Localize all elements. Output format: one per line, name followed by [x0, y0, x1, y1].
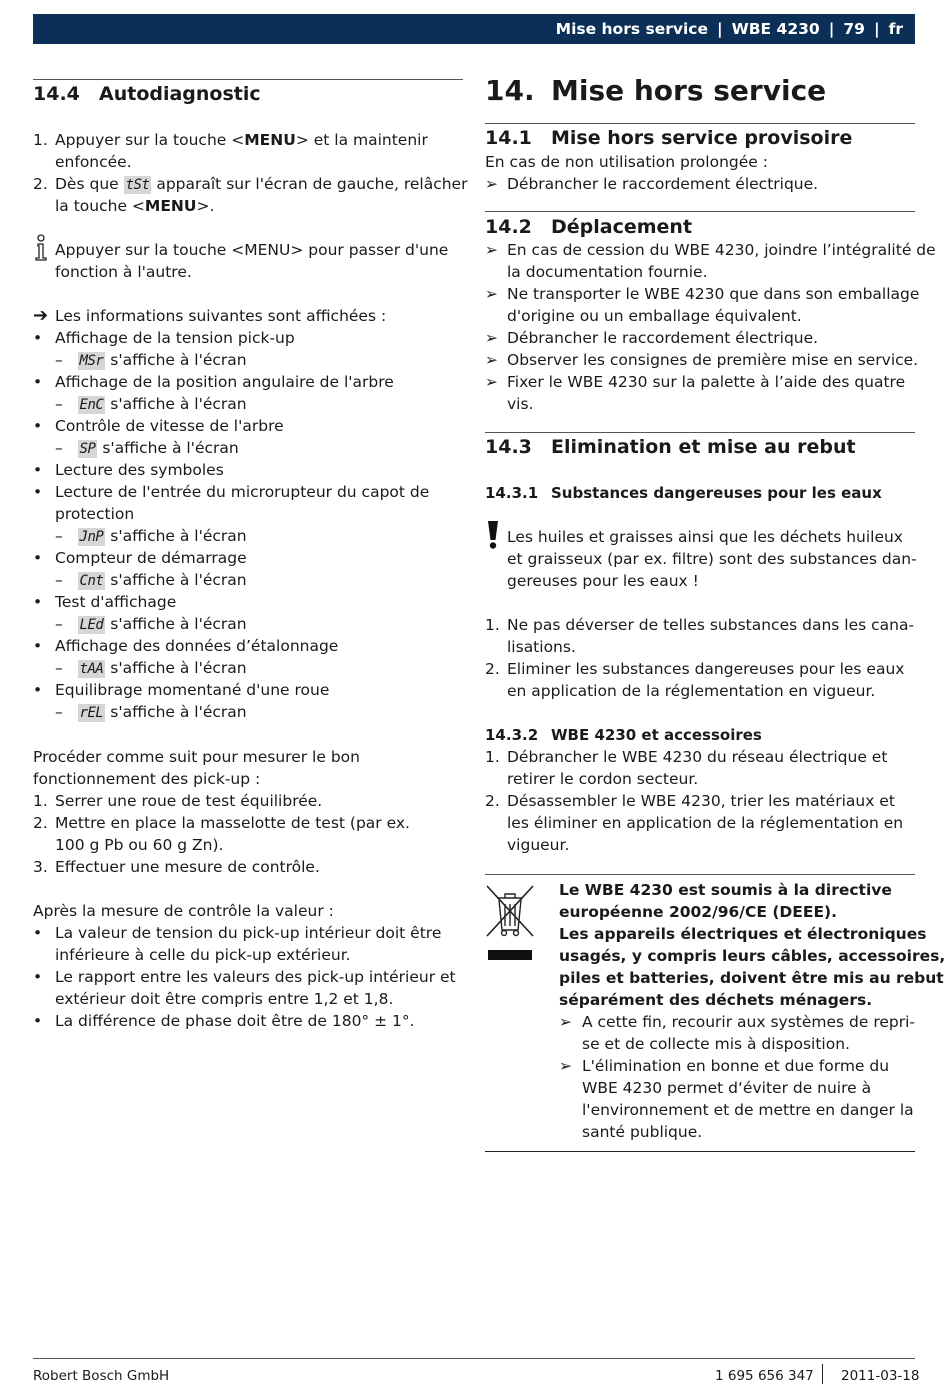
- step-text: Eliminer les substances dangereuses pour les eaux: [507, 660, 905, 678]
- step-text: lisations.: [507, 638, 576, 656]
- key-name: MENU: [244, 131, 296, 149]
- display-code: EnC: [79, 397, 104, 413]
- list-item: Affichage des données d’étalonnage: [55, 637, 339, 655]
- weee-item: L'élimination en bonne et due forme du: [582, 1057, 890, 1075]
- warning-text: et graisseux (par ex. filtre) sont des substances dan-: [507, 550, 917, 568]
- list-item: Compteur de démarrage: [55, 549, 247, 567]
- bullet: •: [33, 483, 43, 501]
- list-item: Lecture de l'entrée du microrupteur du capot de: [55, 483, 430, 501]
- page-header: [33, 14, 915, 44]
- text: s'affiche à l'écran: [105, 615, 247, 633]
- step-number: 3.: [33, 858, 48, 876]
- divider: [33, 79, 463, 80]
- action-item: Débrancher le raccordement électrique.: [507, 175, 819, 193]
- divider: [485, 211, 915, 212]
- warning-text: Les huiles et graisses ainsi que les déchets huileux: [507, 528, 903, 546]
- list-item: Affichage de la position angulaire de l'arbre: [55, 373, 394, 391]
- section-title-14-2: [485, 216, 692, 238]
- section-heading: Mise hors service provisoire: [551, 127, 853, 149]
- triangle-bullet: ➢: [485, 285, 498, 303]
- section-heading: Elimination et mise au rebut: [551, 436, 856, 458]
- step-number: 2.: [33, 814, 48, 832]
- text: > et la maintenir: [295, 131, 428, 149]
- chapter-number: 14.: [485, 74, 535, 107]
- triangle-bullet: ➢: [485, 373, 498, 391]
- step-number: 1.: [485, 748, 500, 766]
- procedure-step: Mettre en place la masselotte de test (par ex.: [55, 814, 410, 832]
- bullet: •: [33, 968, 43, 986]
- action-item: Débrancher le raccordement électrique.: [507, 329, 819, 347]
- list-subitem: [55, 437, 239, 459]
- step-text: Débrancher le WBE 4230 du réseau électrique et: [507, 748, 888, 766]
- action-item: vis.: [507, 395, 534, 413]
- step-1-text: [55, 129, 428, 151]
- header-language: fr: [888, 20, 903, 38]
- display-code: rEL: [79, 705, 104, 721]
- step-text: Désassembler le WBE 4230, trier les matériaux et: [507, 792, 895, 810]
- bullet: •: [33, 1012, 43, 1030]
- dash: –: [55, 351, 63, 369]
- list-subitem: [55, 393, 247, 415]
- weee-directive: Les appareils électriques et électroniques: [559, 925, 927, 943]
- list-subitem: [55, 657, 247, 679]
- header-page-number: 79: [843, 20, 865, 38]
- action-item: Observer les consignes de première mise en service.: [507, 351, 919, 369]
- display-code: LEd: [79, 617, 104, 633]
- footer-document-number: 1 695 656 347: [715, 1368, 814, 1384]
- text: s'affiche à l'écran: [105, 527, 247, 545]
- header-separator: |: [716, 20, 723, 38]
- header-section: Mise hors service: [555, 20, 708, 38]
- text: >.: [196, 197, 215, 215]
- weee-crossed-bin-icon: [485, 884, 535, 964]
- bullet: •: [33, 593, 43, 611]
- after-intro: Après la mesure de contrôle la valeur :: [33, 902, 334, 920]
- text: s'affiche à l'écran: [105, 395, 247, 413]
- subsection-title-14-3-1: [485, 484, 882, 502]
- dash: –: [55, 439, 63, 457]
- list-item: Lecture des symboles: [55, 461, 224, 479]
- footer-rule: [33, 1358, 915, 1359]
- triangle-bullet: ➢: [559, 1013, 572, 1031]
- dash: –: [55, 659, 63, 677]
- weee-directive: Le WBE 4230 est soumis à la directive: [559, 881, 892, 899]
- section-number: 14.2: [485, 216, 532, 238]
- procedure-intro: Procéder comme suit pour mesurer le bon: [33, 748, 360, 766]
- subsection-heading: Substances dangereuses pour les eaux: [551, 484, 882, 502]
- section-number: 14.3: [485, 436, 532, 458]
- result-arrow-icon: ➔: [33, 305, 49, 326]
- list-subitem: [55, 569, 247, 591]
- dash: –: [55, 615, 63, 633]
- action-item: Ne transporter le WBE 4230 que dans son emballage: [507, 285, 920, 303]
- text: s'affiche à l'écran: [105, 351, 247, 369]
- bullet: •: [33, 549, 43, 567]
- dash: –: [55, 527, 63, 545]
- step-2-text: [55, 173, 467, 195]
- after-item: inférieure à celle du pick-up extérieur.: [55, 946, 351, 964]
- weee-item: se et de collecte mis à disposition.: [582, 1035, 850, 1053]
- text: s'affiche à l'écran: [105, 703, 247, 721]
- step-text: en application de la réglementation en vigueur.: [507, 682, 876, 700]
- text: la touche <: [55, 197, 145, 215]
- bullet: •: [33, 373, 43, 391]
- weee-directive: usagés, y compris leurs câbles, accessoires,: [559, 947, 946, 965]
- section-number: 14.1: [485, 127, 532, 149]
- display-code: MSr: [79, 353, 104, 369]
- action-item: En cas de cession du WBE 4230, joindre l’intégralité de: [507, 241, 936, 259]
- display-code: tSt: [125, 177, 150, 193]
- list-item: Equilibrage momentané d'une roue: [55, 681, 330, 699]
- action-item: Fixer le WBE 4230 sur la palette à l’aide des quatre: [507, 373, 906, 391]
- weee-item: A cette fin, recourir aux systèmes de repri-: [582, 1013, 916, 1031]
- warning-text: gereuses pour les eaux !: [507, 572, 699, 590]
- weee-directive: séparément des déchets ménagers.: [559, 991, 873, 1009]
- weee-directive: européenne 2002/96/CE (DEEE).: [559, 903, 838, 921]
- step-number: 1.: [485, 616, 500, 634]
- note-line: fonction à l'autre.: [55, 263, 192, 281]
- header-separator: |: [873, 20, 880, 38]
- list-item: Contrôle de vitesse de l'arbre: [55, 417, 284, 435]
- header-product: WBE 4230: [731, 20, 820, 38]
- section-title-14-4: [33, 83, 261, 105]
- section-title-14-3: [485, 436, 856, 458]
- step-number: 1.: [33, 131, 48, 149]
- bullet: •: [33, 637, 43, 655]
- section-number: 14.4: [33, 83, 80, 105]
- dash: –: [55, 395, 63, 413]
- step-1-cont: enfoncée.: [55, 153, 132, 171]
- list-item-cont: protection: [55, 505, 135, 523]
- footer-company: Robert Bosch GmbH: [33, 1368, 170, 1384]
- divider: [485, 874, 915, 875]
- display-code: tAA: [79, 661, 104, 677]
- procedure-intro: fonctionnement des pick-up :: [33, 770, 261, 788]
- step-text: les éliminer en application de la réglementation en: [507, 814, 904, 832]
- chapter-heading: Mise hors service: [551, 74, 827, 107]
- procedure-step-cont: 100 g Pb ou 60 g Zn).: [55, 836, 224, 854]
- list-subitem: [55, 613, 247, 635]
- chapter-title: [485, 74, 826, 107]
- result-intro: Les informations suivantes sont affichées :: [55, 307, 387, 325]
- paragraph: En cas de non utilisation prolongée :: [485, 153, 768, 171]
- triangle-bullet: ➢: [485, 329, 498, 347]
- bullet: •: [33, 329, 43, 347]
- text: Dès que: [55, 175, 124, 193]
- subsection-title-14-3-2: [485, 726, 762, 744]
- dash: –: [55, 703, 63, 721]
- action-item: la documentation fournie.: [507, 263, 708, 281]
- text: s'affiche à l'écran: [105, 571, 247, 589]
- list-item: Test d'affichage: [55, 593, 177, 611]
- text: s'affiche à l'écran: [97, 439, 239, 457]
- display-code: JnP: [79, 529, 104, 545]
- weee-item: santé publique.: [582, 1123, 703, 1141]
- after-item: La différence de phase doit être de 180° ± 1°.: [55, 1012, 415, 1030]
- text: apparaît sur l'écran de gauche, relâcher: [151, 175, 468, 193]
- step-text: Ne pas déverser de telles substances dans les cana-: [507, 616, 915, 634]
- note-line: Appuyer sur la touche <MENU> pour passer d'une: [55, 241, 449, 259]
- subsection-number: 14.3.2: [485, 726, 539, 744]
- bullet: •: [33, 461, 43, 479]
- dash: –: [55, 571, 63, 589]
- section-title-14-1: [485, 127, 852, 149]
- footer-separator: [822, 1364, 823, 1384]
- divider: [485, 432, 915, 433]
- list-subitem: [55, 349, 247, 371]
- step-text: retirer le cordon secteur.: [507, 770, 699, 788]
- divider: [485, 123, 915, 124]
- action-item: d'origine ou un emballage équivalent.: [507, 307, 802, 325]
- header-separator: |: [828, 20, 835, 38]
- text: Appuyer sur la touche <: [55, 131, 245, 149]
- procedure-step: Effectuer une mesure de contrôle.: [55, 858, 320, 876]
- display-code: Cnt: [79, 573, 104, 589]
- procedure-step: Serrer une roue de test équilibrée.: [55, 792, 323, 810]
- subsection-number: 14.3.1: [485, 484, 539, 502]
- step-1: [33, 129, 48, 151]
- weee-item: WBE 4230 permet d‘éviter de nuire à: [582, 1079, 872, 1097]
- step-number: 2.: [485, 660, 500, 678]
- key-name: MENU: [144, 197, 197, 215]
- subsection-heading: WBE 4230 et accessoires: [551, 726, 762, 744]
- triangle-bullet: ➢: [485, 175, 498, 193]
- weee-directive: piles et batteries, doivent être mis au rebut: [559, 969, 944, 987]
- after-item: Le rapport entre les valeurs des pick-up intérieur et: [55, 968, 456, 986]
- text: s'affiche à l'écran: [105, 659, 247, 677]
- list-item: Affichage de la tension pick-up: [55, 329, 295, 347]
- section-heading: Déplacement: [551, 216, 693, 238]
- warning-icon: [486, 520, 500, 550]
- triangle-bullet: ➢: [485, 351, 498, 369]
- triangle-bullet: ➢: [485, 241, 498, 259]
- triangle-bullet: ➢: [559, 1057, 572, 1075]
- after-item: extérieur doit être compris entre 1,2 et 1,8.: [55, 990, 394, 1008]
- display-code: SP: [79, 441, 96, 457]
- step-2-number: 2.: [33, 175, 48, 193]
- divider: [485, 1151, 915, 1152]
- after-item: La valeur de tension du pick-up intérieur doit être: [55, 924, 442, 942]
- bullet: •: [33, 417, 43, 435]
- step-2-cont: [55, 195, 214, 217]
- bullet: •: [33, 681, 43, 699]
- weee-item: l'environnement et de mettre en danger la: [582, 1101, 914, 1119]
- list-subitem: [55, 701, 247, 723]
- section-heading: Autodiagnostic: [99, 83, 261, 105]
- step-number: 2.: [485, 792, 500, 810]
- step-number: 1.: [33, 792, 48, 810]
- step-text: vigueur.: [507, 836, 570, 854]
- footer-date: 2011-03-18: [841, 1368, 920, 1384]
- info-icon: [33, 234, 51, 262]
- list-subitem: [55, 525, 247, 547]
- bullet: •: [33, 924, 43, 942]
